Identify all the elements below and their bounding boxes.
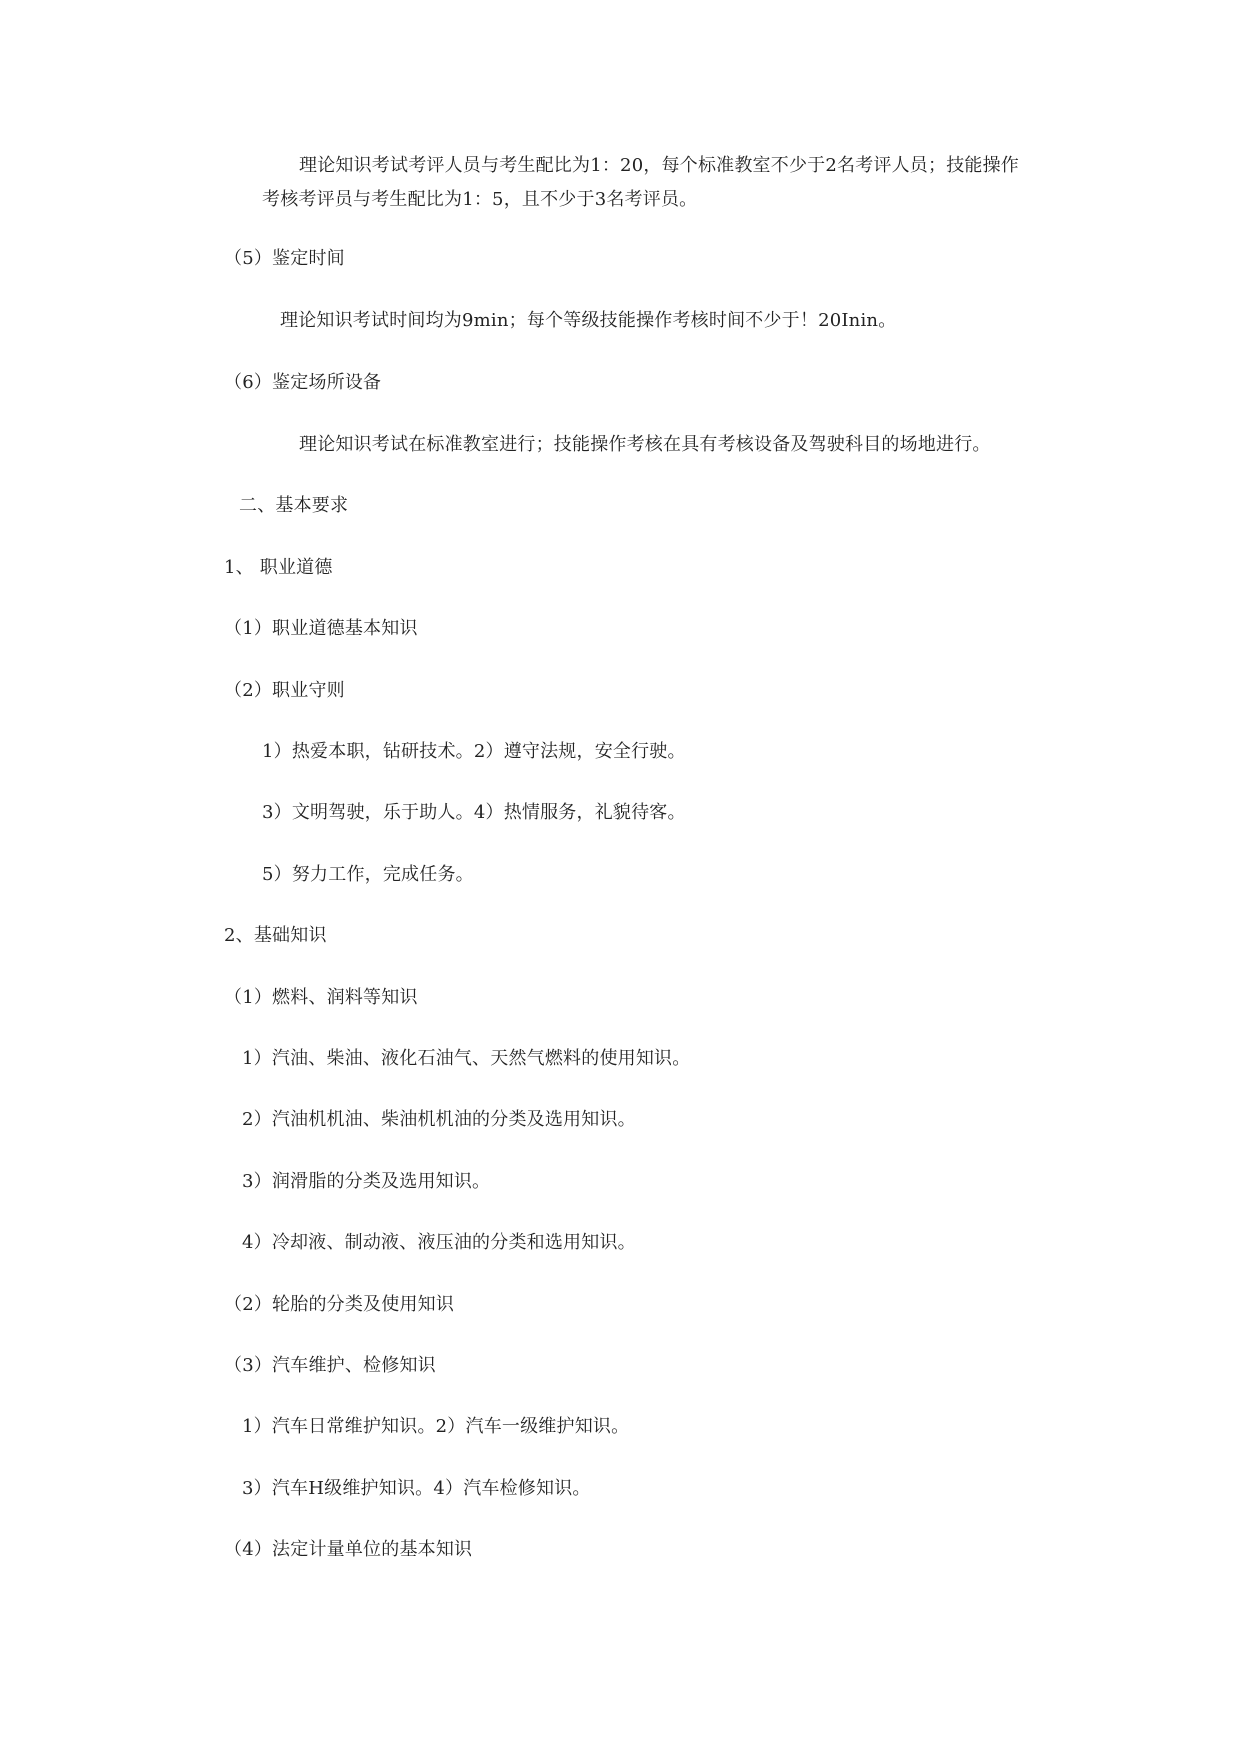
list-item-conduct-5: 5）努力工作，完成任务。 xyxy=(262,864,474,885)
heading-exam-venue: （6）鉴定场所设备 xyxy=(224,372,382,393)
list-item-conduct-3-4: 3）文明驾驶，乐于助人。4）热情服务，礼貌待客。 xyxy=(262,802,686,823)
item-maintenance-knowledge: （3）汽车维护、检修知识 xyxy=(224,1355,436,1376)
item-code-of-conduct: （2）职业守则 xyxy=(224,680,345,701)
list-item-fuel-3: 3）润滑脂的分类及选用知识。 xyxy=(242,1171,491,1192)
paragraph-exam-venue: 理论知识考试在标准教室进行；技能操作考核在具有考核设备及驾驶科目的场地进行。 xyxy=(299,434,991,455)
list-item-maintenance-3-4: 3）汽车H级维护知识。4）汽车检修知识。 xyxy=(242,1478,591,1499)
subsection-heading-professional-ethics: 1、 职业道德 xyxy=(224,557,333,578)
item-measurement-units: （4）法定计量单位的基本知识 xyxy=(224,1539,473,1560)
list-item-maintenance-1-2: 1）汽车日常维护知识。2）汽车一级维护知识。 xyxy=(242,1416,630,1437)
paragraph-ratio-line-1: 理论知识考试考评人员与考生配比为1：20，每个标准教室不少于2名考评人员；技能操作 xyxy=(299,155,1020,176)
section-heading-basic-requirements: 二、基本要求 xyxy=(239,495,349,516)
list-item-fuel-1: 1）汽油、柴油、液化石油气、天然气燃料的使用知识。 xyxy=(242,1048,691,1069)
item-ethics-basics: （1）职业道德基本知识 xyxy=(224,618,418,639)
paragraph-ratio-line-2: 考核考评员与考生配比为1：5，且不少于3名考评员。 xyxy=(262,189,698,210)
list-item-fuel-2: 2）汽油机机油、柴油机机油的分类及选用知识。 xyxy=(242,1109,636,1130)
list-item-fuel-4: 4）冷却液、制动液、液压油的分类和选用知识。 xyxy=(242,1232,636,1253)
subsection-heading-basic-knowledge: 2、基础知识 xyxy=(224,925,327,946)
item-tire-knowledge: （2）轮胎的分类及使用知识 xyxy=(224,1294,455,1315)
heading-exam-time: （5）鉴定时间 xyxy=(224,248,345,269)
item-fuel-lubricant: （1）燃料、润料等知识 xyxy=(224,987,418,1008)
paragraph-exam-time: 理论知识考试时间均为9min；每个等级技能操作考核时间不少于！20Inin。 xyxy=(280,310,897,331)
list-item-conduct-1-2: 1）热爱本职，钻研技术。2）遵守法规，安全行驶。 xyxy=(262,741,686,762)
